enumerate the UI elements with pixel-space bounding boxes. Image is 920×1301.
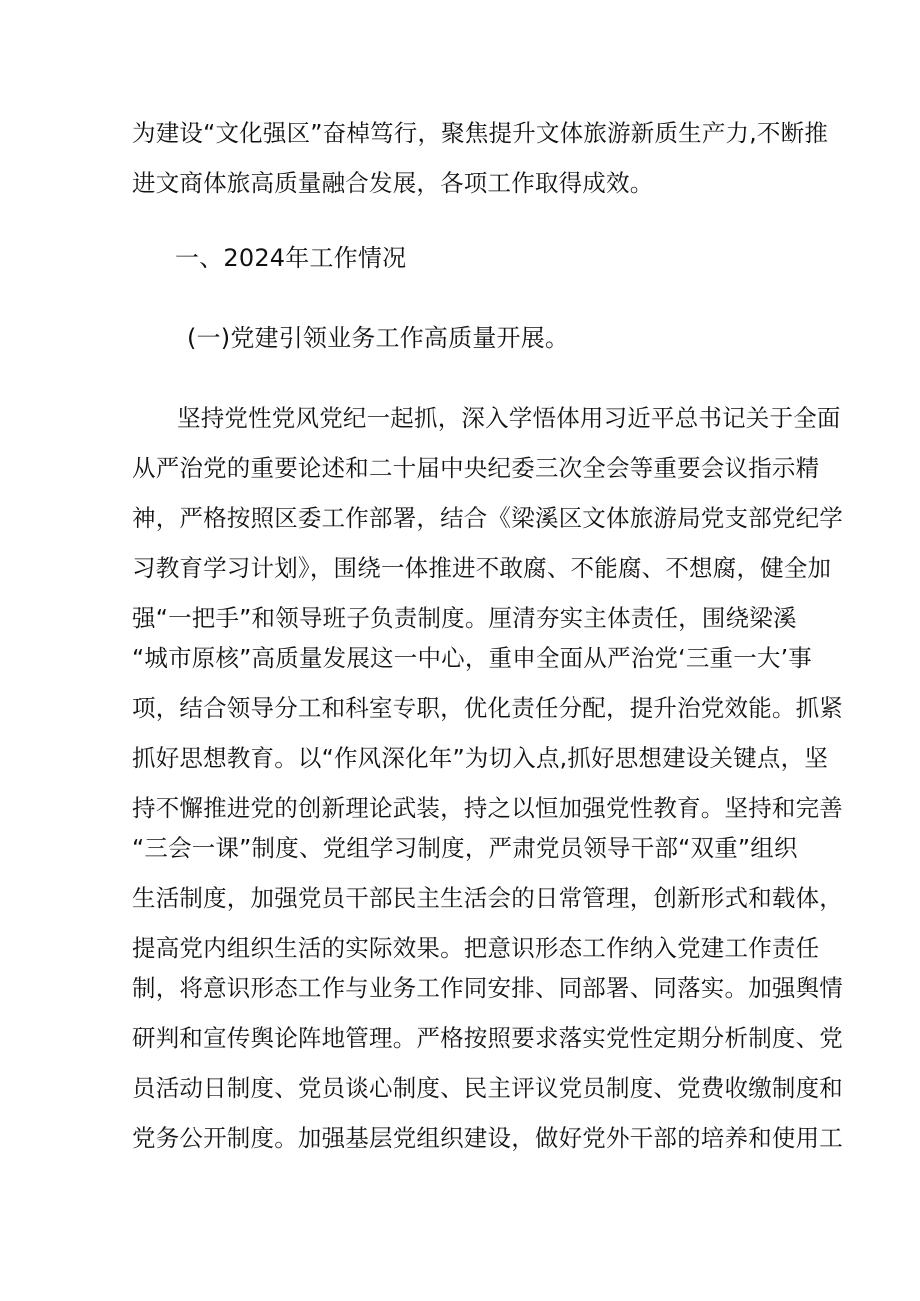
- body-line-9: 持不懈推进党的创新理论武装，持之以恒加强党性教育。坚持和完善: [132, 794, 843, 822]
- body-line-14: 研判和宣传舆论阵地管理。严格按照要求落实党性定期分析制度、党: [132, 1024, 843, 1052]
- body-line-13: 制，将意识形态工作与业务工作同安排、同部署、同落实。加强舆情: [132, 974, 843, 1002]
- intro-line-1: 为建设“文化强区”奋棹笃行，聚焦提升文体旅游新质生产力,不断推: [132, 119, 829, 147]
- section-heading: 一、2024年工作情况: [175, 244, 407, 272]
- body-line-2: 从严治党的重要论述和二十届中央纪委三次全会等重要会议指示精: [132, 454, 820, 482]
- body-line-10: “三会一课”制度、党组学习制度，严肃党员领导干部“双重”组织: [132, 834, 798, 862]
- body-line-15: 员活动日制度、党员谈心制度、民主评议党员制度、党费收缴制度和: [132, 1074, 843, 1102]
- subsection-heading: (一)党建引领业务工作高质量开展。: [187, 324, 570, 352]
- body-line-8: 抓好思想教育。以“作风深化年”为切入点,抓好思想建设关键点，坚: [132, 744, 829, 772]
- body-line-1: 坚持党性党风党纪一起抓，深入学悟体用习近平总书记关于全面: [177, 404, 841, 432]
- body-line-16: 党务公开制度。加强基层党组织建设，做好党外干部的培养和使用工: [132, 1124, 843, 1152]
- body-line-6: “城市原核”高质量发展这一中心，重申全面从严治党‘三重一大’事: [132, 644, 812, 672]
- body-line-12: 提高党内组织生活的实际效果。把意识形态工作纳入党建工作责任: [132, 934, 820, 962]
- intro-line-2: 进文商体旅高质量融合发展，各项工作取得成效。: [132, 169, 654, 197]
- body-line-7: 项，结合领导分工和科室专职，优化责任分配，提升治党效能。抓紧: [132, 694, 843, 722]
- body-line-3: 神，严格按照区委工作部署，结合《梁溪区文体旅游局党支部党纪学: [132, 504, 843, 532]
- body-line-4: 习教育学习计划》，围绕一体推进不敢腐、不能腐、不想腐，健全加: [132, 554, 832, 582]
- body-line-11: 生活制度，加强党员干部民主生活会的日常管理，创新形式和载体，: [132, 884, 843, 912]
- body-line-5: 强“一把手”和领导班子负责制度。厘清夯实主体责任，围绕梁溪: [132, 604, 797, 632]
